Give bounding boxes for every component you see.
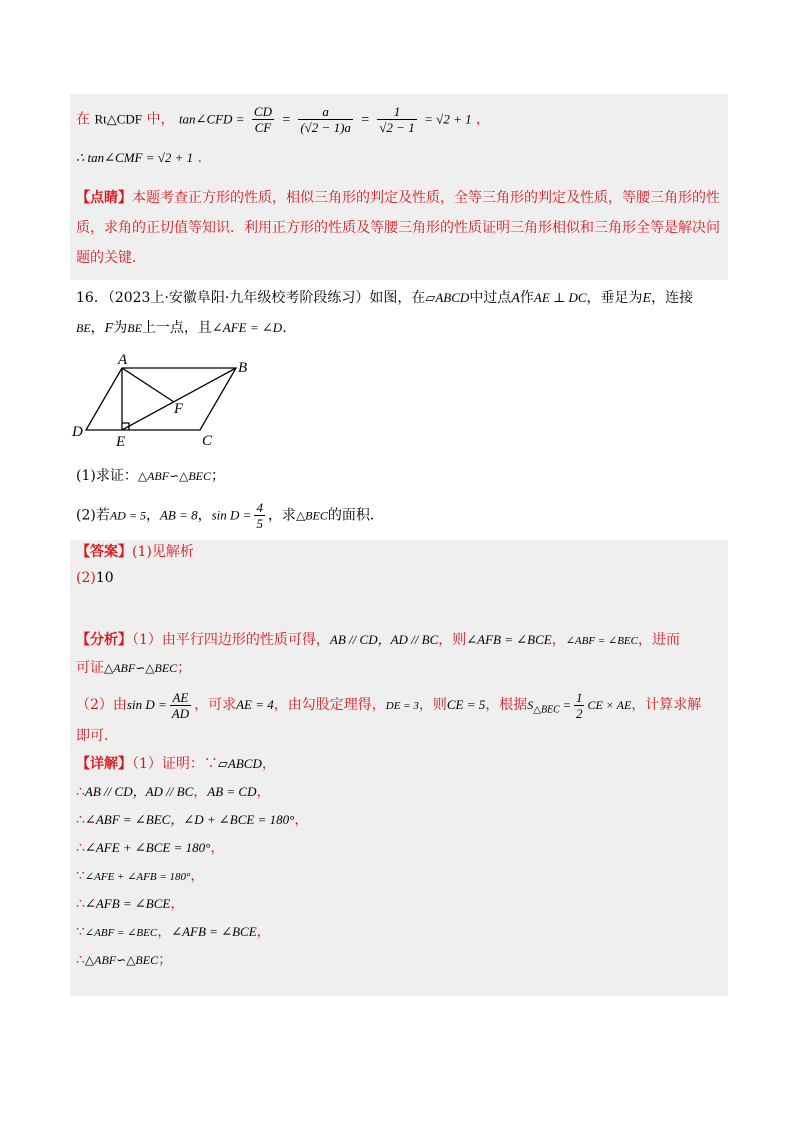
therefore-symbol: ∴ xyxy=(76,812,85,828)
fenxi-line-1 xyxy=(76,630,680,651)
answer-line-2 xyxy=(76,568,114,588)
text: ，可求 xyxy=(194,697,237,713)
problem-line-2 xyxy=(76,318,287,339)
angle-relations: ∠ABF = ∠BEC，∠D + ∠BCE = 180° xyxy=(84,812,295,827)
text-zai: 在 xyxy=(76,111,90,128)
dianjing-line-3 xyxy=(76,248,146,268)
label-c: C xyxy=(202,433,213,448)
triangle-cdf: Rt△CDF xyxy=(94,111,143,127)
comma: ， xyxy=(193,784,208,800)
parallel-relations: AB // CD，AD // BC xyxy=(84,784,194,799)
comma: ， xyxy=(210,840,225,856)
fenxi-line-4 xyxy=(76,726,118,746)
xiangjie-line-7 xyxy=(76,922,271,943)
therefore-symbol: ∴ xyxy=(76,952,85,968)
similar-triangles: △ABF∽△BEC xyxy=(104,661,178,675)
text: ，计算求解 xyxy=(631,697,702,713)
segment-be: BE xyxy=(127,321,142,335)
text: （1）由平行四边形的性质可得， xyxy=(132,632,330,648)
xiangjie-label: 【详解】 xyxy=(76,756,132,772)
text: （2）由 xyxy=(76,697,127,713)
q1-similar: △ABF∽△BEC xyxy=(137,469,212,483)
xiangjie-line-6 xyxy=(76,894,184,914)
text: ，由勾股定理得， xyxy=(273,697,386,713)
ad-value: AD = 5 xyxy=(109,508,146,523)
q1-prefix: (1)求证： xyxy=(76,468,138,484)
period: . xyxy=(282,320,287,336)
previous-solution-block xyxy=(70,94,728,280)
parallelogram-outline xyxy=(86,368,236,430)
semicolon: ； xyxy=(158,952,173,968)
semicolon: ； xyxy=(177,660,192,676)
comma: ， xyxy=(157,924,172,940)
problem-line-1 xyxy=(76,288,693,309)
ae-perp-dc: AE ⊥ DC xyxy=(533,290,587,305)
dianjing-text-2: 质，求角的正切值等知识．利用正方形的性质及等腰三角形的性质证明三角形相似和三角形全等是解决问 xyxy=(76,220,720,236)
xiangjie-line-2 xyxy=(76,782,270,802)
comma: ， xyxy=(476,111,491,128)
similar-triangles: △ABF∽△BEC xyxy=(84,953,159,967)
fenxi-line-3 xyxy=(76,688,701,727)
parallel-relations: AB // CD，AD // BC xyxy=(329,632,439,647)
angle-abf-bec: ∠ABF = ∠BEC xyxy=(565,635,638,647)
comma: ， xyxy=(294,812,309,828)
area-formula: $S_{\triangle BEC}$ = xyxy=(527,698,571,716)
ab-eq-cd: AB = CD xyxy=(207,784,257,799)
comma: ， xyxy=(261,756,276,772)
angle-afb-bce: ∠AFB = ∠BCE xyxy=(84,896,171,911)
text: ，垂足为 xyxy=(586,290,643,306)
angle-sum: ∠AFE + ∠AFB = 180° xyxy=(84,871,191,883)
problem-source: （2023上·安徽阜阳·九年级校考阶段练习） xyxy=(107,290,370,306)
dianjing-line-1 xyxy=(76,188,720,208)
text: ，则 xyxy=(438,632,467,648)
text: 中过点 xyxy=(469,290,512,306)
point-a: A xyxy=(511,291,520,306)
answer-2-value: 10 xyxy=(95,570,114,586)
tan-cfd-line: 在 Rt△CDF 中， tan∠CFD = $\frac{CD}{CF}$ = $\frac{a}{(√2 - 1)a}$ = $\frac{1}{√2 - 1}$ = √2 + 1 ， xyxy=(76,104,491,135)
answer-label: 【答案】 xyxy=(76,544,132,560)
because-symbol: ∵ xyxy=(76,924,85,940)
therefore-symbol: ∴ xyxy=(76,896,85,912)
de-value: DE = 3 xyxy=(385,700,419,712)
comma: ， xyxy=(197,507,212,524)
comma: ， xyxy=(170,896,185,912)
tan-cfd-rhs: = √2 + 1 xyxy=(424,111,472,127)
triangle-bec: △BEC xyxy=(295,508,328,523)
fenxi-label: 【分析】 xyxy=(76,632,132,648)
fraction-ae-ad: $\frac{AE}{AD}$ xyxy=(171,689,190,721)
segment-be xyxy=(122,368,236,430)
ae-value: AE = 4 xyxy=(236,697,274,712)
comma: ， xyxy=(256,784,271,800)
text-zhong: 中， xyxy=(146,111,175,128)
q2-prefix: (2)若 xyxy=(76,507,110,524)
text: 即可． xyxy=(76,728,118,744)
text: 可证 xyxy=(76,660,104,676)
angle-sum: ∠AFE + ∠BCE = 180° xyxy=(84,840,211,855)
fraction-four-fifths: $\frac{4}{5}$ xyxy=(256,500,263,531)
text: ，根据 xyxy=(485,697,528,713)
ab-value: AB = 8 xyxy=(159,507,198,523)
fenxi-line-2 xyxy=(76,658,191,678)
xiangjie-line-3 xyxy=(76,810,308,830)
text: 为 xyxy=(113,320,128,336)
fraction-half: $\frac{1}{2}$ xyxy=(575,689,583,721)
text: 上一点，且 xyxy=(141,320,212,336)
comma: ， xyxy=(145,507,160,524)
question-1 xyxy=(76,466,225,486)
angle-afb-bce: ∠AFB = ∠BCE xyxy=(171,924,257,939)
angle-condition: ∠AFE = ∠D xyxy=(211,320,283,335)
comma: ， xyxy=(256,924,271,940)
text: 作 xyxy=(519,290,534,306)
point-e: E xyxy=(642,291,652,306)
label-f: F xyxy=(174,401,184,417)
label-d: D xyxy=(72,424,83,440)
dianjing-text-1: 本题考查正方形的性质，相似三角形的判定及性质，全等三角形的判定及性质，等腰三角形的性 xyxy=(132,190,720,206)
sin-d: sin D = xyxy=(126,697,167,712)
tan-cmf-line xyxy=(76,148,202,168)
xiangjie-line-1 xyxy=(76,754,276,774)
fraction-one: $\frac{1}{√2 - 1}$ xyxy=(379,104,415,135)
therefore-symbol: ∴ xyxy=(76,840,85,856)
because-symbol: ∵ xyxy=(76,868,85,884)
dianjing-text-3: 题的关键． xyxy=(76,250,146,266)
point-f: F xyxy=(104,321,114,336)
text: ， xyxy=(90,320,105,336)
label-e: E xyxy=(116,434,126,448)
dianjing-line-2 xyxy=(76,218,720,238)
angle-abf-bec: ∠ABF = ∠BEC xyxy=(84,927,158,939)
angle-afb-bce: ∠AFB = ∠BCE xyxy=(466,632,552,647)
problem-number: 16． xyxy=(76,290,108,306)
text: 的面积． xyxy=(327,507,384,524)
fraction-cd-cf: $\frac{CD}{CF}$ xyxy=(253,104,272,135)
text: ，则 xyxy=(418,697,447,713)
parallelogram-figure xyxy=(66,348,266,448)
therefore-symbol: ∴ xyxy=(76,784,85,800)
period: . xyxy=(197,150,203,166)
xiangjie-line-8 xyxy=(76,950,172,970)
answer-1: (1)见解析 xyxy=(132,544,194,560)
solution-block xyxy=(70,540,728,996)
fraction-a: $\frac{a}{(√2 - 1)a}$ xyxy=(300,104,351,135)
comma: ， xyxy=(190,868,205,884)
ce-value: CE = 5 xyxy=(446,697,486,712)
text: 如图，在 xyxy=(369,290,426,306)
xiangjie-line-4 xyxy=(76,838,224,858)
label-a: A xyxy=(118,352,128,368)
text: ，进而 xyxy=(638,632,680,648)
parallelogram-abcd: ▱ABCD xyxy=(425,290,470,305)
dianjing-label: 【点睛】 xyxy=(76,190,132,206)
text: ，求 xyxy=(267,507,296,524)
segment-be: BE xyxy=(76,321,91,335)
answer-line-1 xyxy=(76,542,194,562)
semicolon: ； xyxy=(211,468,226,484)
xiangjie-line-5 xyxy=(76,866,204,887)
label-b: B xyxy=(238,360,248,376)
tan-cmf-expr: ∴ tan∠CMF = √2 + 1 xyxy=(76,150,194,165)
ce-times-ae: CE × AE xyxy=(587,698,632,712)
text: ，连接 xyxy=(651,290,694,306)
sin-d: sin D = xyxy=(211,507,252,523)
parallelogram-abcd: ▱ABCD xyxy=(217,756,262,771)
question-2 xyxy=(76,500,384,531)
segment-af xyxy=(122,368,174,402)
answer-2-prefix: (2) xyxy=(76,570,96,586)
comma: ， xyxy=(551,632,566,648)
text: （1）证明：∵ xyxy=(132,756,218,772)
tan-cfd-lhs: tan∠CFD = xyxy=(178,111,245,127)
